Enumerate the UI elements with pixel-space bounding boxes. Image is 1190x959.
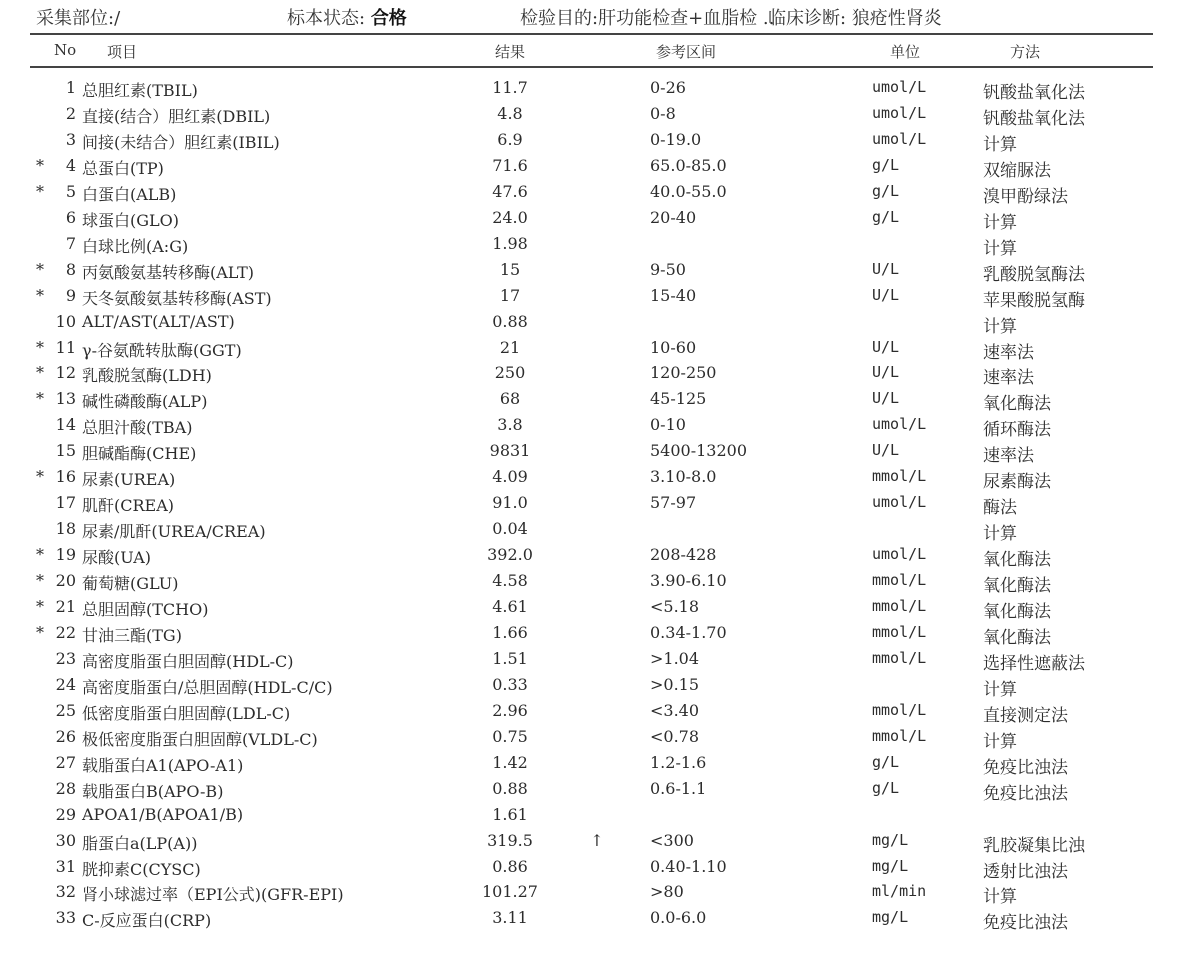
row-reference-range: 40.0-55.0 <box>650 181 727 201</box>
row-item-name: 葡萄糖(GLU) <box>82 574 179 594</box>
row-reference-range: <3.40 <box>650 700 700 720</box>
row-number: 5 <box>65 181 76 201</box>
row-number: 9 <box>65 285 76 305</box>
row-unit: mmol/L <box>872 648 927 667</box>
row-item-name: ALT/AST(ALT/AST) <box>82 311 235 331</box>
row-star-marker: * <box>36 389 44 409</box>
row-method: 直接测定法 <box>983 705 1068 726</box>
row-reference-range: 20-40 <box>650 207 697 227</box>
row-method: 计算 <box>983 316 1017 337</box>
table-row <box>0 753 1190 779</box>
row-item-name: 碱性磷酸酶(ALP) <box>82 392 208 412</box>
test-purpose-value: 肝功能检查+血脂检 .. <box>598 8 775 29</box>
row-result: 1.51 <box>492 648 528 668</box>
row-number: 33 <box>55 908 76 928</box>
row-result: 1.42 <box>492 752 528 772</box>
row-number: 4 <box>65 155 76 175</box>
row-number: 25 <box>55 700 76 720</box>
row-number: 29 <box>55 804 76 824</box>
row-result: 11.7 <box>492 78 528 97</box>
row-result: 1.98 <box>492 233 528 253</box>
row-result: 0.04 <box>492 519 528 539</box>
row-method: 速率法 <box>983 446 1034 467</box>
row-method: 计算 <box>983 887 1017 908</box>
table-row <box>0 363 1190 389</box>
row-unit: U/L <box>872 285 900 304</box>
clinical-diagnosis-label: 临床诊断: <box>768 8 847 29</box>
table-row <box>0 415 1190 441</box>
header-top-rule <box>30 33 1153 35</box>
row-result: 47.6 <box>492 181 528 201</box>
clinical-diagnosis-value: 狼疮性肾炎 <box>851 8 942 29</box>
row-reference-range: 120-250 <box>650 363 717 383</box>
row-method: 计算 <box>983 731 1017 752</box>
row-number: 14 <box>55 415 76 435</box>
row-unit: mg/L <box>872 830 909 849</box>
row-result: 2.96 <box>492 700 528 720</box>
row-number: 26 <box>55 726 76 746</box>
row-item-name: 总胆红素(TBIL) <box>82 81 198 100</box>
row-method: 钒酸盐氧化法 <box>983 108 1085 129</box>
table-row <box>0 78 1190 104</box>
row-number: 21 <box>55 597 76 616</box>
row-result: 68 <box>499 389 521 409</box>
row-result: 6.9 <box>497 129 523 149</box>
table-row <box>0 727 1190 753</box>
row-result: 9831 <box>489 441 531 461</box>
table-row <box>0 779 1190 805</box>
row-item-name: 高密度脂蛋白/总胆固醇(HDL-C/C) <box>82 677 333 697</box>
row-number: 24 <box>55 674 76 694</box>
row-star-marker: * <box>36 571 44 591</box>
row-unit: g/L <box>872 752 900 771</box>
row-unit: mg/L <box>872 856 909 875</box>
row-item-name: 总蛋白(TP) <box>82 158 164 178</box>
row-star-marker: * <box>36 363 44 383</box>
row-number: 1 <box>65 78 76 97</box>
row-reference-range: <0.78 <box>650 726 700 746</box>
collection-site-field <box>36 4 120 30</box>
row-unit: U/L <box>872 337 900 356</box>
test-purpose-label: 检验目的: <box>520 8 599 29</box>
row-result: 392.0 <box>487 545 533 565</box>
specimen-status-value: 合格 <box>370 8 407 29</box>
row-method: 选择性遮蔽法 <box>983 653 1085 674</box>
row-item-name: 直接(结合）胆红素(DBIL) <box>82 106 271 126</box>
row-abnormal-flag: ↑ <box>590 830 604 850</box>
table-row <box>0 389 1190 415</box>
table-row <box>0 805 1190 831</box>
row-method: 双缩脲法 <box>983 160 1051 181</box>
header-reference: 参考区间 <box>656 43 717 61</box>
table-row <box>0 182 1190 208</box>
table-header <box>0 41 1190 65</box>
row-result: 17 <box>499 285 521 305</box>
table-row <box>0 857 1190 883</box>
row-reference-range: 3.10-8.0 <box>650 467 717 487</box>
row-result: 4.61 <box>492 597 528 616</box>
table-row <box>0 130 1190 156</box>
row-method: 透射比浊法 <box>983 861 1068 882</box>
table-row <box>0 831 1190 857</box>
row-number: 31 <box>55 856 76 876</box>
row-number: 16 <box>55 467 76 487</box>
row-number: 17 <box>55 493 76 513</box>
row-method: 计算 <box>983 679 1017 700</box>
row-item-name: 甘油三酯(TG) <box>82 625 182 645</box>
table-row <box>0 519 1190 545</box>
row-unit: U/L <box>872 441 900 460</box>
row-number: 23 <box>55 648 76 668</box>
row-method: 氧化酶法 <box>983 394 1051 415</box>
table-row <box>0 156 1190 182</box>
row-reference-range: <300 <box>650 830 694 850</box>
row-unit: umol/L <box>872 129 927 148</box>
row-result: 24.0 <box>492 207 528 227</box>
row-result: 3.8 <box>497 415 523 435</box>
row-method: 氧化酶法 <box>983 627 1051 648</box>
row-method: 计算 <box>983 524 1017 545</box>
table-row <box>0 467 1190 493</box>
row-item-name: 高密度脂蛋白胆固醇(HDL-C) <box>82 651 294 671</box>
row-reference-range: 1.2-1.6 <box>650 752 707 772</box>
row-result: 0.75 <box>492 726 528 746</box>
row-item-name: 载脂蛋白B(APO-B) <box>82 781 224 801</box>
row-item-name: 极低密度脂蛋白胆固醇(VLDL-C) <box>82 729 318 749</box>
row-reference-range: 57-97 <box>650 493 697 513</box>
row-method: 速率法 <box>983 368 1034 389</box>
row-unit: umol/L <box>872 493 927 512</box>
row-result: 0.33 <box>492 674 528 694</box>
row-star-marker: * <box>36 285 44 305</box>
table-row <box>0 260 1190 286</box>
row-number: 11 <box>55 337 76 357</box>
row-reference-range: <5.18 <box>650 597 700 616</box>
row-reference-range: 0.6-1.1 <box>650 778 707 798</box>
table-row <box>0 208 1190 234</box>
row-method: 循环酶法 <box>983 420 1051 441</box>
row-result: 1.61 <box>492 804 528 824</box>
row-result: 71.6 <box>492 155 528 175</box>
row-number: 28 <box>55 778 76 798</box>
row-number: 12 <box>55 363 76 383</box>
row-result: 21 <box>499 337 521 357</box>
row-number: 3 <box>65 129 76 149</box>
header-method: 方法 <box>1010 43 1041 61</box>
row-item-name: C-反应蛋白(CRP) <box>82 911 212 931</box>
row-item-name: 尿素/肌酐(UREA/CREA) <box>82 522 266 542</box>
row-result: 3.11 <box>492 908 528 928</box>
table-row <box>0 493 1190 519</box>
row-reference-range: 45-125 <box>650 389 707 409</box>
row-method: 免疫比浊法 <box>983 913 1068 934</box>
table-row <box>0 597 1190 623</box>
row-reference-range: 0.40-1.10 <box>650 856 727 876</box>
row-star-marker: * <box>36 259 44 279</box>
row-reference-range: >80 <box>650 882 684 902</box>
row-method: 免疫比浊法 <box>983 757 1068 778</box>
row-method: 计算 <box>983 134 1017 155</box>
row-unit: mmol/L <box>872 726 927 745</box>
row-result: 4.09 <box>492 467 528 487</box>
row-number: 2 <box>65 103 76 123</box>
table-row <box>0 649 1190 675</box>
row-item-name: 尿酸(UA) <box>82 548 152 568</box>
table-row <box>0 908 1190 934</box>
collection-site-label: 采集部位: <box>36 8 115 29</box>
row-unit: g/L <box>872 181 900 200</box>
row-method: 苹果酸脱氢酶 <box>983 290 1085 311</box>
row-result: 15 <box>499 259 521 279</box>
row-result: 0.88 <box>492 778 528 798</box>
table-row <box>0 441 1190 467</box>
header-no: No <box>54 41 77 59</box>
row-unit: ml/min <box>872 882 927 901</box>
table-row <box>0 545 1190 571</box>
row-number: 13 <box>55 389 76 409</box>
test-purpose-field <box>520 4 774 30</box>
row-unit: mmol/L <box>872 700 927 719</box>
row-item-name: 低密度脂蛋白胆固醇(LDL-C) <box>82 703 291 723</box>
row-item-name: 天冬氨酸氨基转移酶(AST) <box>82 288 272 308</box>
row-star-marker: * <box>36 545 44 565</box>
row-reference-range: 15-40 <box>650 285 697 305</box>
row-number: 32 <box>55 882 76 902</box>
row-reference-range: 0-10 <box>650 415 686 435</box>
report-info-row <box>0 4 1190 30</box>
row-item-name: 脂蛋白a(LP(A)) <box>82 833 198 853</box>
row-item-name: γ-谷氨酰转肽酶(GGT) <box>82 340 242 360</box>
row-item-name: APOA1/B(APOA1/B) <box>82 804 244 824</box>
row-number: 15 <box>55 441 76 461</box>
table-row <box>0 312 1190 338</box>
table-row <box>0 571 1190 597</box>
row-item-name: 尿素(UREA) <box>82 470 176 490</box>
row-number: 6 <box>65 207 76 227</box>
row-number: 7 <box>65 233 76 253</box>
row-item-name: 间接(未结合）胆红素(IBIL) <box>82 132 280 152</box>
row-method: 速率法 <box>983 342 1034 363</box>
row-item-name: 丙氨酸氨基转移酶(ALT) <box>82 262 255 282</box>
row-number: 10 <box>55 311 76 331</box>
row-unit: g/L <box>872 155 900 174</box>
row-result: 0.88 <box>492 311 528 331</box>
row-unit: umol/L <box>872 545 927 564</box>
table-row <box>0 286 1190 312</box>
clinical-diagnosis-field <box>768 4 942 30</box>
row-method: 氧化酶法 <box>983 602 1051 622</box>
table-row <box>0 104 1190 130</box>
row-method: 乳胶凝集比浊 <box>983 835 1085 856</box>
row-unit: mmol/L <box>872 571 927 590</box>
row-method: 氧化酶法 <box>983 576 1051 597</box>
header-result: 结果 <box>495 43 526 61</box>
row-reference-range: 0-26 <box>650 78 686 97</box>
row-star-marker: * <box>36 467 44 487</box>
row-method: 计算 <box>983 238 1017 259</box>
row-number: 20 <box>55 571 76 591</box>
row-star-marker: * <box>36 155 44 175</box>
row-number: 18 <box>55 519 76 539</box>
row-unit: mmol/L <box>872 467 927 486</box>
row-result: 250 <box>494 363 526 383</box>
header-item: 项目 <box>107 43 138 61</box>
row-reference-range: >0.15 <box>650 674 700 694</box>
row-number: 8 <box>65 259 76 279</box>
specimen-status-field <box>287 4 407 30</box>
row-result: 0.86 <box>492 856 528 876</box>
row-reference-range: 3.90-6.10 <box>650 571 727 591</box>
row-star-marker: * <box>36 181 44 201</box>
row-reference-range: >1.04 <box>650 648 700 668</box>
row-reference-range: 5400-13200 <box>650 441 748 461</box>
row-result: 91.0 <box>492 493 528 513</box>
row-method: 免疫比浊法 <box>983 783 1068 804</box>
row-method: 溴甲酚绿法 <box>983 186 1068 207</box>
row-item-name: 胱抑素C(CYSC) <box>82 859 201 879</box>
row-number: 30 <box>55 830 76 850</box>
row-result: 1.66 <box>492 622 528 642</box>
row-unit: mmol/L <box>872 597 927 615</box>
row-unit: umol/L <box>872 415 927 434</box>
row-unit: mmol/L <box>872 622 927 641</box>
row-method: 钒酸盐氧化法 <box>983 83 1085 103</box>
row-unit: umol/L <box>872 78 927 96</box>
row-unit: U/L <box>872 389 900 408</box>
row-star-marker: * <box>36 622 44 642</box>
row-item-name: 肾小球滤过率（EPI公式)(GFR-EPI) <box>82 885 344 905</box>
row-item-name: 肌酐(CREA) <box>82 496 175 516</box>
row-number: 27 <box>55 752 76 772</box>
row-reference-range: 65.0-85.0 <box>650 155 727 175</box>
table-row <box>0 338 1190 364</box>
row-number: 22 <box>55 622 76 642</box>
specimen-status-label: 标本状态: <box>287 8 366 29</box>
table-row <box>0 623 1190 649</box>
row-item-name: 白蛋白(ALB) <box>82 184 177 204</box>
header-unit: 单位 <box>890 43 921 61</box>
row-reference-range: 0-19.0 <box>650 129 702 149</box>
row-number: 19 <box>55 545 76 565</box>
row-star-marker: * <box>36 337 44 357</box>
row-reference-range: 10-60 <box>650 337 697 357</box>
row-item-name: 胆碱酯酶(CHE) <box>82 444 197 464</box>
row-method: 计算 <box>983 212 1017 233</box>
table-row <box>0 882 1190 908</box>
table-row <box>0 675 1190 701</box>
row-unit: U/L <box>872 259 900 278</box>
row-method: 乳酸脱氢酶法 <box>983 264 1085 285</box>
row-reference-range: 0.34-1.70 <box>650 622 727 642</box>
row-result: 4.8 <box>497 103 523 123</box>
table-row <box>0 701 1190 727</box>
row-result: 101.27 <box>482 882 538 902</box>
row-item-name: 球蛋白(GLO) <box>82 210 180 230</box>
row-item-name: 载脂蛋白A1(APO-A1) <box>82 755 244 775</box>
row-reference-range: 0.0-6.0 <box>650 908 707 928</box>
row-reference-range: 0-8 <box>650 103 676 123</box>
row-method: 氧化酶法 <box>983 550 1051 571</box>
row-unit: g/L <box>872 207 900 226</box>
header-bottom-rule <box>30 66 1153 68</box>
row-result: 319.5 <box>487 830 533 850</box>
collection-site-value: / <box>114 8 121 29</box>
row-reference-range: 208-428 <box>650 545 717 565</box>
row-unit: umol/L <box>872 103 927 122</box>
row-item-name: 总胆汁酸(TBA) <box>82 418 193 438</box>
table-row <box>0 234 1190 260</box>
row-reference-range: 9-50 <box>650 259 686 279</box>
row-method: 尿素酶法 <box>983 472 1051 493</box>
row-result: 4.58 <box>492 571 528 591</box>
row-method: 酶法 <box>983 498 1017 519</box>
row-item-name: 白球比例(A:G) <box>82 236 189 256</box>
row-unit: mg/L <box>872 908 909 927</box>
row-star-marker: * <box>36 597 44 616</box>
row-unit: g/L <box>872 778 900 797</box>
row-item-name: 总胆固醇(TCHO) <box>82 600 209 619</box>
row-unit: U/L <box>872 363 900 382</box>
row-item-name: 乳酸脱氢酶(LDH) <box>82 366 212 386</box>
